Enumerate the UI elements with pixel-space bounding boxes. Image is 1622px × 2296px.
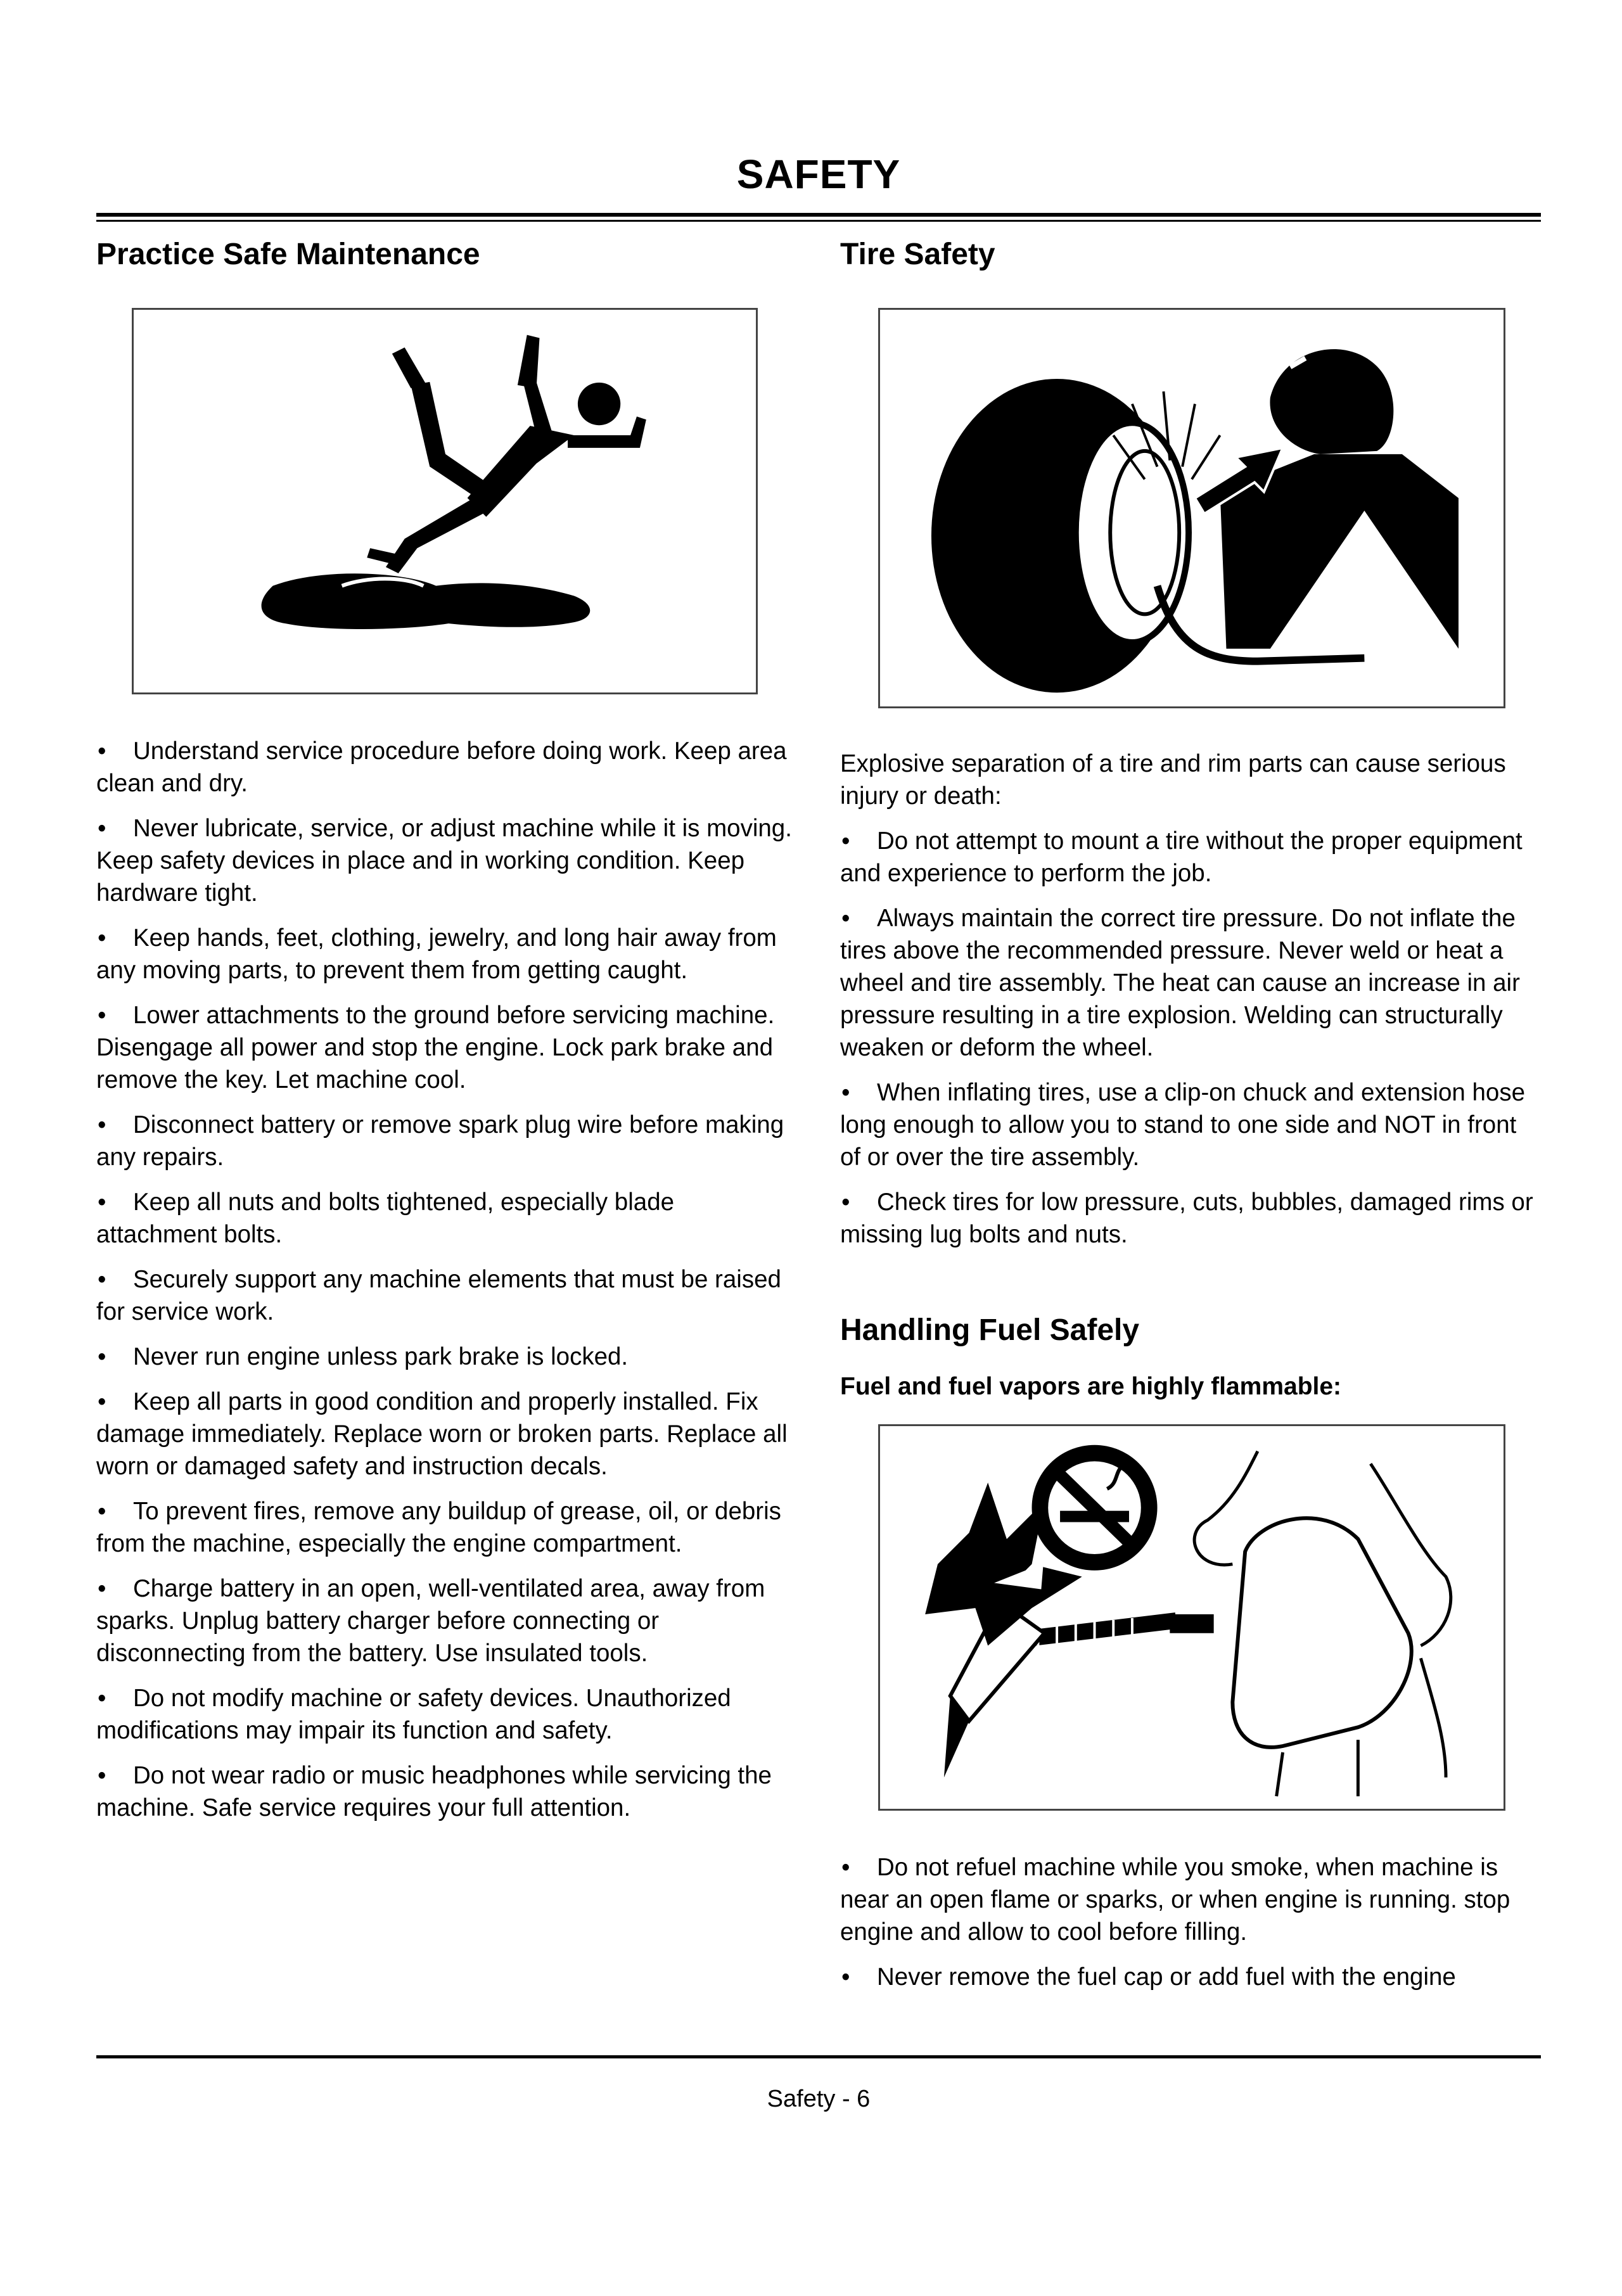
maintenance-bullet: • Keep all nuts and bolts tightened, especially blade attachment bolts. bbox=[96, 1189, 675, 1248]
maintenance-bullet: • Never run engine unless park brake is locked. bbox=[98, 1343, 629, 1370]
fuel-bullet: • Never remove the fuel cap or add fuel with the engine bbox=[841, 1963, 1456, 1991]
maintenance-bullet: • Keep all parts in good condition and properly installed. Fix damage immediately. Replace worn or broken parts. Replace all worn or damaged safety and instruction decals. bbox=[96, 1388, 788, 1480]
left-column bbox=[96, 228, 793, 1837]
fuel-subheading: Fuel and fuel vapors are highly flammable: bbox=[840, 1373, 1342, 1400]
slip-fall-icon bbox=[134, 310, 756, 692]
maintenance-bullet: • Do not wear radio or music headphones while servicing the machine. Safe service requires your full attention. bbox=[96, 1762, 772, 1821]
page-title: SAFETY bbox=[736, 151, 901, 197]
maintenance-bullet: • Charge battery in an open, well-ventilated area, away from sparks. Unplug battery charger before connecting or disconnecting from the battery. Use insulated tools. bbox=[96, 1575, 765, 1667]
tire-intro: Explosive separation of a tire and rim parts can cause serious injury or death: bbox=[840, 750, 1506, 810]
tire-bullet: • Check tires for low pressure, cuts, bubbles, damaged rims or missing lug bolts and nuts. bbox=[840, 1189, 1533, 1248]
right-column bbox=[840, 228, 1543, 2006]
section-heading-tire: Tire Safety bbox=[840, 238, 995, 271]
figure-slip-fall bbox=[132, 308, 758, 694]
maintenance-bullet: • Disconnect battery or remove spark plug wire before making any repairs. bbox=[96, 1111, 784, 1171]
tire-explosion-icon bbox=[880, 310, 1504, 706]
tire-bullet: • Always maintain the correct tire pressure. Do not inflate the tires above the recommended pressure. Never weld or heat a wheel and tire assembly. The heat can cause an increase in air pressure resulting in a tire explosion. Welding can structurally weaken or deform the wheel. bbox=[840, 905, 1520, 1061]
maintenance-bullet: • Lower attachments to the ground before servicing machine. Disengage all power and stop the engine. Lock park brake and remove the key. Let machine cool. bbox=[96, 1002, 775, 1094]
section-heading-fuel: Handling Fuel Safely bbox=[840, 1313, 1140, 1347]
maintenance-bullet: • Never lubricate, service, or adjust machine while it is moving. Keep safety devices in place and in working condition. Keep hardware tight. bbox=[96, 815, 792, 907]
tire-bullet: • When inflating tires, use a clip-on chuck and extension hose long enough to allow you to stand to one side and NOT in front of or over the tire assembly. bbox=[840, 1079, 1525, 1171]
section-heading-maintenance: Practice Safe Maintenance bbox=[96, 238, 480, 271]
figure-tire-explosion bbox=[878, 308, 1505, 708]
no-smoking-fuel-icon bbox=[880, 1426, 1504, 1809]
fuel-bullet: • Do not refuel machine while you smoke, when machine is near an open flame or sparks, or when engine is running. stop engine and allow to cool before filling. bbox=[840, 1854, 1510, 1946]
header-rule-thin bbox=[96, 220, 1541, 222]
maintenance-bullet: • Securely support any machine elements that must be raised for service work. bbox=[96, 1266, 781, 1325]
tire-bullet: • Do not attempt to mount a tire without the proper equipment and experience to perform the job. bbox=[840, 827, 1523, 887]
figure-fuel-no-smoking bbox=[878, 1424, 1505, 1811]
maintenance-bullet: • Do not modify machine or safety devices. Unauthorized modifications may impair its function and safety. bbox=[96, 1685, 731, 1744]
page-number: Safety - 6 bbox=[767, 2086, 871, 2112]
maintenance-bullet: • Understand service procedure before doing work. Keep area clean and dry. bbox=[96, 737, 787, 797]
maintenance-bullet: • To prevent fires, remove any buildup of grease, oil, or debris from the machine, especially the engine compartment. bbox=[96, 1498, 781, 1557]
maintenance-bullet: • Keep hands, feet, clothing, jewelry, and long hair away from any moving parts, to prevent them from getting caught. bbox=[96, 924, 777, 984]
footer-rule bbox=[96, 2055, 1541, 2058]
header-rule bbox=[96, 213, 1541, 217]
